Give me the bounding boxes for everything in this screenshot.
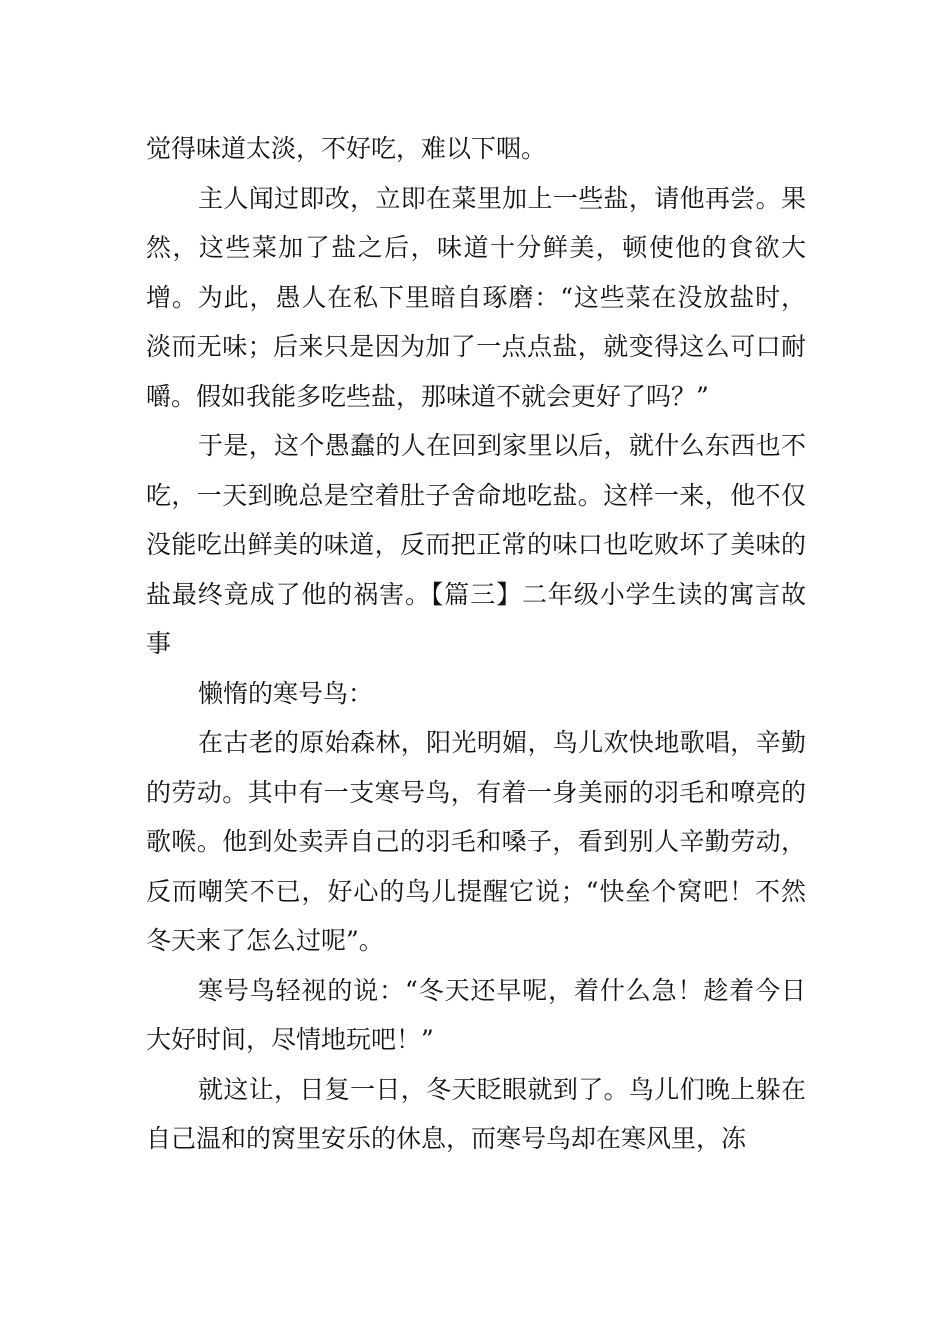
paragraph-1: 觉得味道太淡，不好吃，难以下咽。 [146,134,547,163]
paragraph-7: 就这让，日复一日，冬天眨眼就到了。鸟儿们晚上躲在自己温和的窝里安乐的休息，而寒号鸟却在寒风里，冻 [146,1074,806,1153]
document-body [146,124,806,1164]
paragraph-4: 懒惰的寒号鸟： [198,678,374,708]
paragraph-5: 在古老的原始森林，阳光明媚，鸟儿欢快地歌唱，辛勤的劳动。其中有一支寒号鸟，有着一身美丽的羽毛和嘹亮的歌喉。他到处卖弄自己的羽毛和嗓子，看到别人辛勤劳动，反而嘲笑不已，好心的鸟儿提醒它说；“快垒个窝吧！不然冬天来了怎么过呢”。 [146,728,806,955]
paragraph-6: 寒号鸟轻视的说：“冬天还早呢，着什么急！趁着今日大好时间，尽情地玩吧！” [146,975,806,1054]
paragraph-2: 主人闻过即改，立即在菜里加上一些盐，请他再尝。果然，这些菜加了盐之后，味道十分鲜美，顿使他的食欲大增。为此，愚人在私下里暗自琢磨：“这些菜在没放盐时，淡而无味；后来只是因为加了一点点盐，就变得这么可口耐嚼。假如我能多吃些盐，那味道不就会更好了吗？” [146,183,806,411]
paragraph-3: 于是，这个愚蠢的人在回到家里以后，就什么东西也不吃，一天到晚总是空着肚子舍命地吃盐。这样一来，他不仅没能吃出鲜美的味道，反而把正常的味口也吃败坏了美味的盐最终竟成了他的祸害。【篇三】二年级小学生读的寓言故事 [146,431,806,658]
